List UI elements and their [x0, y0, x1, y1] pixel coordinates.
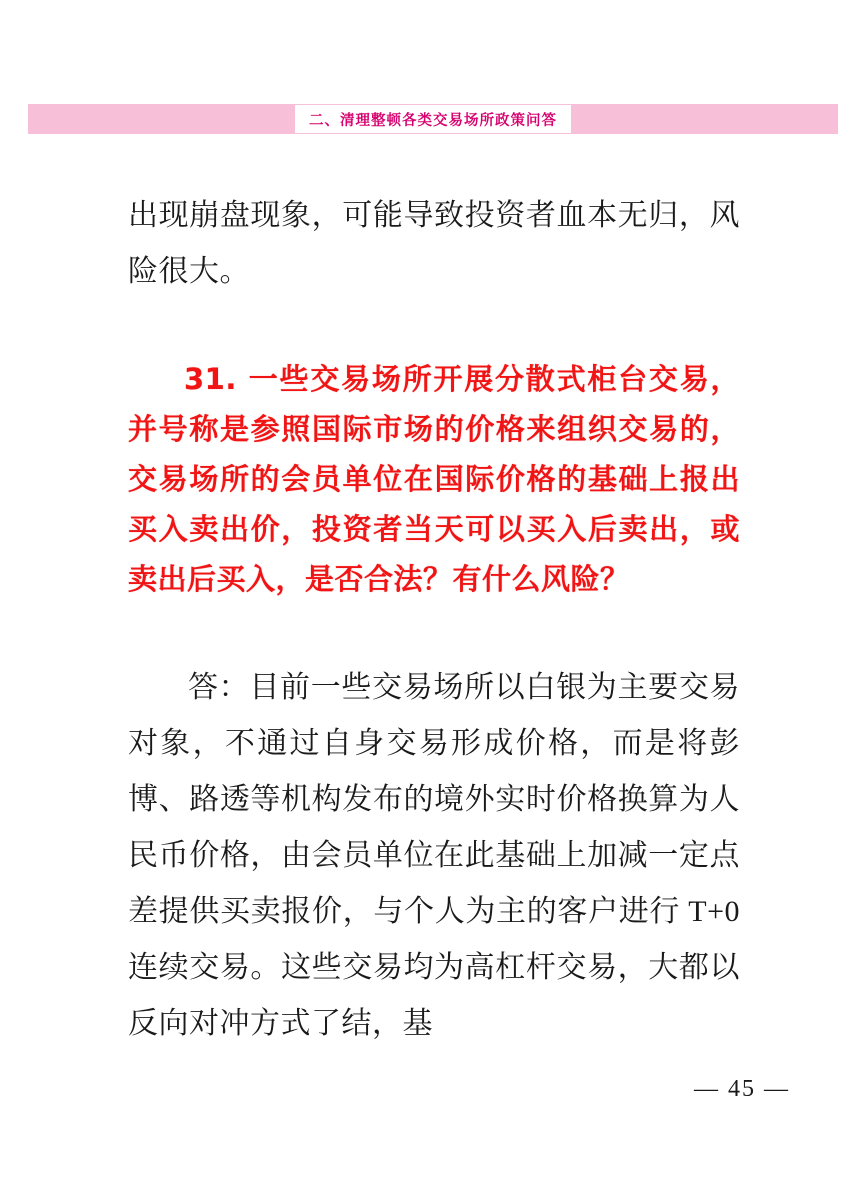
continued-paragraph: 出现崩盘现象，可能导致投资者血本无归，风险很大。: [128, 199, 740, 288]
answer-paragraph: 答：目前一些交易场所以白银为主要交易对象，不通过自身交易形成价格，而是将彭博、路透等机构发布的境外实时价格换算为人民币价格，由会员单位在此基础上加减一定点差提供买卖报价，与个人为主的客户进行 T+0 连续交易。这些交易均为高杠杆交易，大都以反向对冲方式了结，基: [128, 671, 740, 1040]
running-header-inner: [295, 105, 571, 133]
answer-block: [128, 660, 740, 1052]
running-header-band: [28, 104, 838, 134]
page-number: — 45 —: [694, 1076, 790, 1102]
running-header-title: 二、清理整顿各类交易场所政策问答: [309, 112, 557, 129]
page-content: [128, 158, 740, 1082]
question-heading: 31. 一些交易场所开展分散式柜台交易，并号称是参照国际市场的价格来组织交易的，交易场所的会员单位在国际价格的基础上报出买入卖出价，投资者当天可以买入后卖出，或卖出后买入，是否合法？有什么风险？: [128, 362, 740, 596]
